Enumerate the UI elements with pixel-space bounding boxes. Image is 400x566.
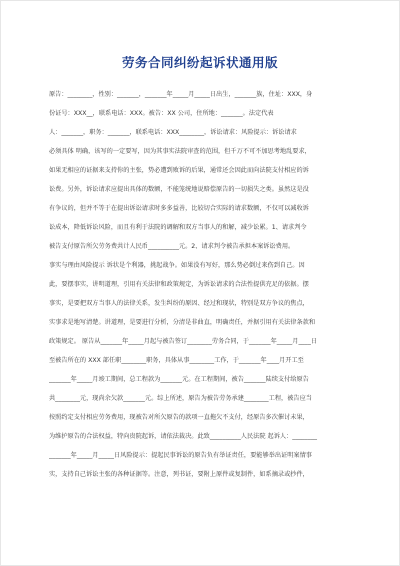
document-title: 劳务合同纠纷起诉状通用版: [121, 55, 278, 70]
body-line: 讼费。另外，诉讼请求应提出具体的数额，不能笼统地说赔偿原告的一切损失之类。虽然这是没: [49, 186, 309, 193]
body-line: 此，要摆事实，讲明道理，引用有关法律和政策规定，为诉讼请求的合法性提供充足的依据。摆: [49, 281, 309, 288]
body-line: 有争议的，但并不等于在提出诉讼请求时多多益善，比较切合实际的请求数额，不仅可以减收诉: [49, 205, 309, 212]
document-body: [49, 85, 353, 484]
body-line: 被告支付原告所欠劳务费共计人民币__________元。2、请求判令被告承担本案诉讼费用。: [49, 243, 295, 250]
body-line: 如果无相应的证据来支持你的主张，势必遭到败诉的后果，通常还会因此而向法院支付相应的诉: [49, 167, 309, 174]
body-line: 实，支持自己诉讼主张的各种证据等。注意，列书证，要附上原件或复制件，如系摘录或抄件，: [49, 471, 309, 478]
body-line: 原告：________，性别：_______，_______年_____月_____日出生，_______族，住址：XXX，身: [49, 91, 313, 98]
body-line: 至被告所在的 XXX 部任职________职务，具体从事________工作，于_______年____月开工至: [49, 357, 304, 364]
body-line: 事实与理由风险提示 诉状是个利器，挑起战争。如果没有写好，那么势必倒过来伤到自己。因: [49, 262, 305, 269]
body-line: 必须具体 明确，该写的一定要写，因为其事实法院审查的范围，但千万不可不加思考地乱要求，: [49, 148, 311, 155]
body-line: 份证号：XXX__，联系电话：XXX。被告：XX 公司，住所地：_______。法定代表: [49, 110, 274, 117]
body-line: 讼成本，降低诉讼风险，而且有利于法院的调解和双方当事人的和解，减少讼累。1、请求判令: [49, 224, 307, 231]
body-line: _______年_____月竣工期间，总工程款为_______元。在工程期间，被告_______陆续支付给原告: [49, 376, 309, 383]
body-line: 按照约定支付相应劳务费用，现被告对所欠原告的款项一直拖欠不支付，经原告多次催讨未果，: [49, 414, 309, 421]
body-line: 人：_______，职务：_______，联系电话：XXX________，诉讼请求：风险提示：诉讼请求: [49, 129, 297, 136]
body-line: 共________元，现尚余欠款_______元。综上所述，原告为被告劳务承建________工程，被告应当: [49, 395, 312, 402]
body-line: 实事求是地写清楚。讲道理，是要进行分析，分清是非曲直，明确责任，并据引用有关法律条款和: [49, 319, 316, 326]
body-line: 政策规定。 原告从_______年_____月起与被告签订________劳务合同，于_______年_____月____日: [49, 338, 318, 345]
body-line: _______年_____月_____日风险提示：提起民事诉讼的原告负有举证责任，要能够举出证明案情事: [49, 452, 312, 459]
body-line: 为维护原告的合法权益，特向贵院起诉，请依法裁决。此致__________人民法院 起诉人：________: [49, 433, 318, 440]
body-line: 事实，是要把双方当事人的法律关系，发生纠纷的原因、经过和现状，特别是双方争议的焦点，: [49, 300, 309, 307]
